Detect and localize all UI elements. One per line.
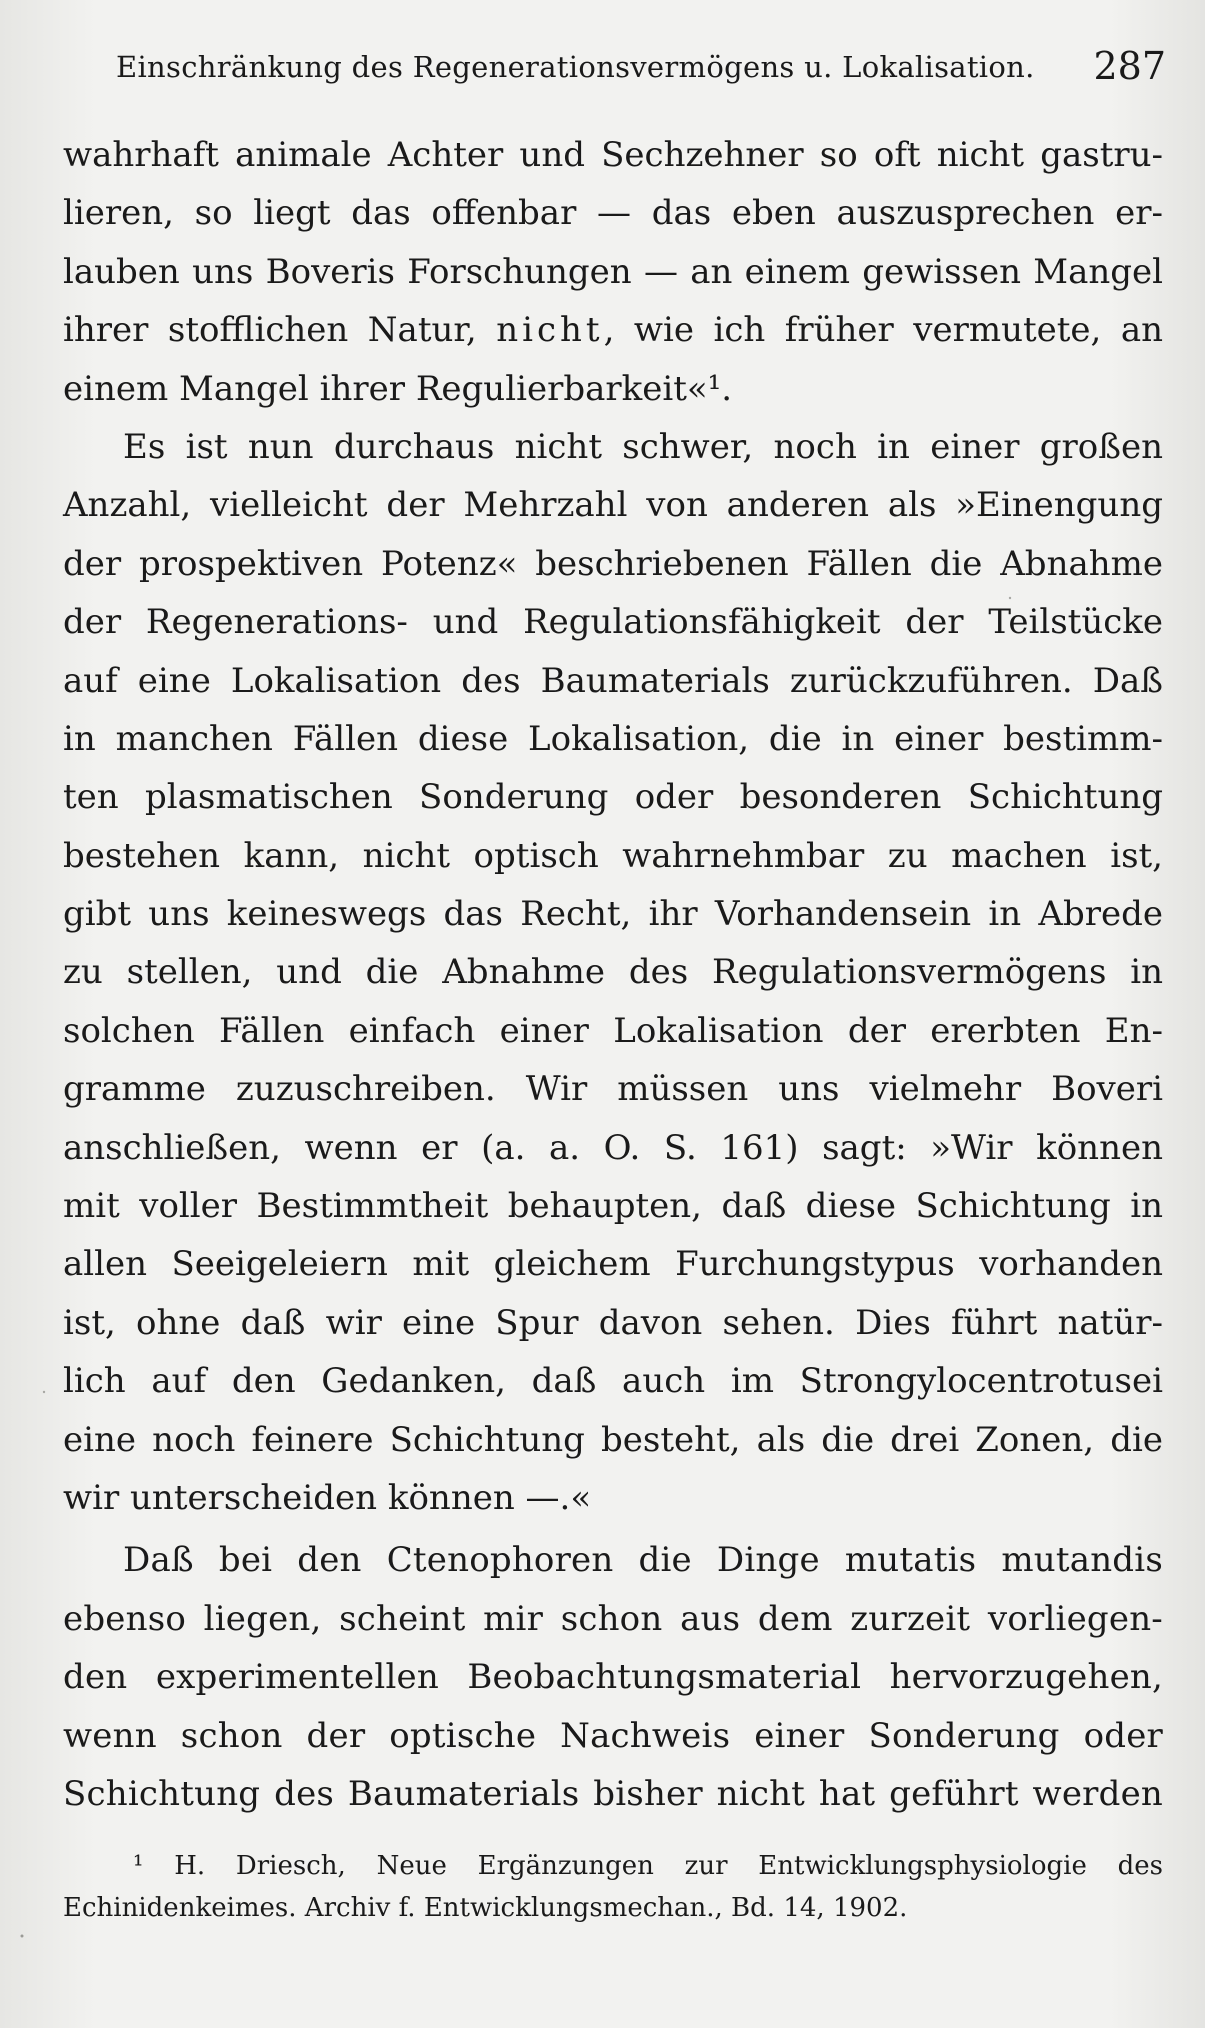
text-line: ten plasmatischen Sonderung oder besonderen Schichtung (63, 777, 1163, 818)
text-line: der prospektiven Potenz« beschriebenen Fällen die Abnahme (63, 543, 1163, 584)
text-line: wahrhaft animale Achter und Sechzehner so oft nicht gastru- (63, 135, 1163, 175)
text-line: bestehen kann, nicht optisch wahrnehmbar zu machen ist, (63, 835, 1163, 876)
running-header (116, 42, 1166, 102)
speck (43, 1391, 45, 1393)
text-line: Es ist nun durchaus nicht schwer, noch in einer großen (123, 426, 1163, 467)
text-line: gibt uns keineswegs das Recht, ihr Vorhandensein in Abrede (63, 894, 1163, 935)
speck (21, 1935, 24, 1938)
text-line: mit voller Bestimmtheit behaupten, daß diese Schichtung in (63, 1186, 1163, 1227)
text-line: eine noch feinere Schichtung besteht, als die drei Zonen, die (63, 1419, 1163, 1460)
text-line: lich auf den Gedanken, daß auch im Strongylocentrotusei (63, 1361, 1163, 1402)
text-line: anschließen, wenn er (a. a. O. S. 161) sagt: »Wir können (63, 1127, 1163, 1168)
text-line: auf eine Lokalisation des Baumaterials zurückzuführen. Daß (63, 660, 1163, 701)
text-line: lieren, so liegt das offenbar — das eben auszusprechen er- (63, 193, 1163, 234)
text-line: ebenso liegen, scheint mir schon aus dem zurzeit vorliegen- (63, 1598, 1163, 1639)
footnote-line: ¹ H. Driesch, Neue Ergänzungen zur Entwicklungsphysiologie des (133, 1851, 1163, 1881)
text-line: Anzahl, vielleicht der Mehrzahl von anderen als »Einengung (63, 485, 1163, 526)
text-line: den experimentellen Beobachtungsmaterial hervorzugehen, (63, 1657, 1163, 1698)
text-fragment: ihrer stofflichen Natur, (63, 310, 497, 351)
paragraph-2 (63, 418, 1163, 1527)
text-line: gramme zuzuschreiben. Wir müssen uns vielmehr Boveri (63, 1069, 1163, 1110)
text-line: zu stellen, und die Abnahme des Regulationsvermögens in (63, 952, 1163, 993)
text-line: allen Seeigeleiern mit gleichem Furchungstypus vorhanden (63, 1244, 1163, 1285)
text-line: lauben uns Boveris Forschungen — an einem gewissen Mangel (63, 251, 1163, 292)
text-line: solchen Fällen einfach einer Lokalisation der ererbten En- (63, 1010, 1163, 1051)
text-line: einem Mangel ihrer Regulierbarkeit«¹. (63, 368, 733, 409)
paragraph-1 (63, 126, 1163, 418)
text-line: der Regenerations- und Regulationsfähigkeit der Teilstücke (63, 602, 1163, 643)
footnote (63, 1845, 1163, 1929)
text-line: ist, ohne daß wir eine Spur davon sehen. Dies führt natür- (63, 1302, 1163, 1343)
page-number: 287 (1093, 44, 1166, 88)
text-line: Schichtung des Baumaterials bisher nicht hat geführt werden (63, 1773, 1163, 1814)
text-line-with-spaced-word (63, 301, 1163, 359)
text-line: in manchen Fällen diese Lokalisation, die in einer bestimm- (63, 718, 1163, 759)
text-fragment: , wie ich früher vermutete, an (603, 310, 1163, 351)
spaced-emphasis: nicht (496, 310, 604, 351)
running-title: Einschränkung des Regenerationsvermögens u. Lokalisation. (116, 50, 1035, 84)
main-text (63, 126, 1163, 1823)
paragraph-3 (63, 1531, 1163, 1823)
text-line: wir unterscheiden können —.« (63, 1477, 592, 1518)
footnote-line: Echinidenkeimes. Archiv f. Entwicklungsmechan., Bd. 14, 1902. (63, 1893, 908, 1923)
text-line: Daß bei den Ctenophoren die Dinge mutatis mutandis (123, 1540, 1163, 1581)
text-line: wenn schon der optische Nachweis einer Sonderung oder (63, 1715, 1163, 1756)
